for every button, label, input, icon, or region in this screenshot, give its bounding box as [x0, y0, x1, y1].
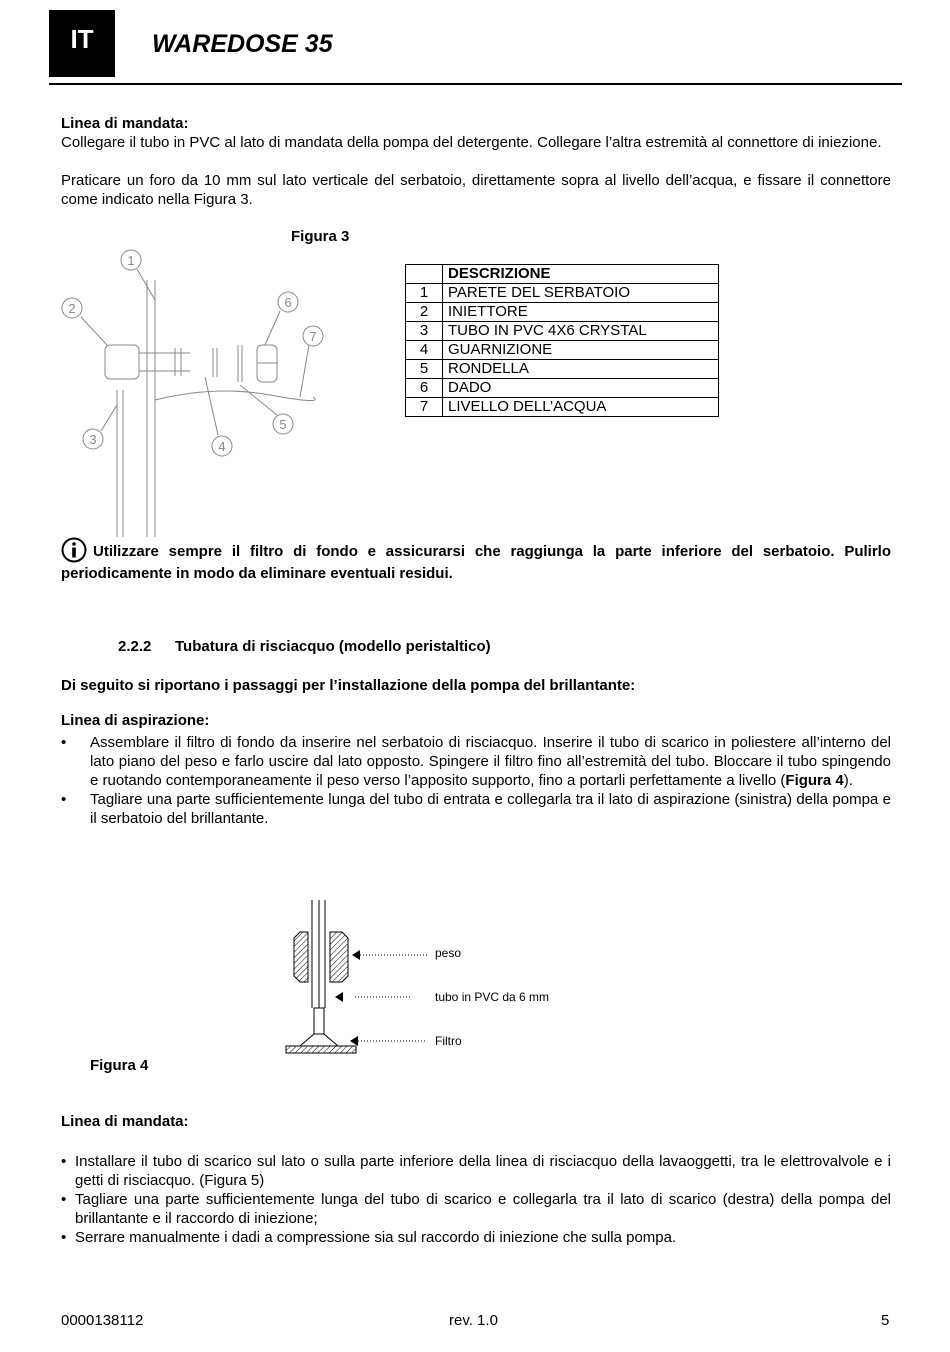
table-header-row	[406, 265, 719, 284]
aspirazione-list	[61, 733, 891, 828]
list-item: • Assemblare il filtro di fondo da inserire nel serbatoio di risciacquo. Inserire il tubo di scarico in poliestere all’interno del lato piano del peso e farlo uscire dal lato opposto. Spingere il filtro fino all’estremità del tubo. Bloccare il tubo spingendo e ruotando contemporaneamente il peso verso l’apposito supporto, fino a portarli perfettamente a livello (Figura 4).	[61, 733, 891, 790]
callout-label: 5	[279, 417, 287, 432]
callout-label: 3	[89, 432, 97, 447]
mandata-2-heading: Linea di mandata:	[61, 1113, 189, 1130]
figure-4-leader-lines	[355, 948, 430, 1048]
table-row: 2 INIETTORE	[406, 303, 719, 322]
mandata-paragraph-1: Collegare il tubo in PVC al lato di mandata della pompa del detergente. Collegare l’altra estremità al connettore di iniezione.	[61, 134, 882, 151]
figure-3-drawing	[55, 245, 330, 540]
table-row: 4 GUARNIZIONE	[406, 341, 719, 360]
footer-document-code: 0000138112	[61, 1312, 144, 1329]
table-row: 7 LIVELLO DELL’ACQUA	[406, 398, 719, 417]
footer-revision: rev. 1.0	[449, 1312, 498, 1329]
language-badge: IT	[49, 10, 115, 77]
table-row: 5 RONDELLA	[406, 360, 719, 379]
page-title: WAREDOSE 35	[152, 30, 333, 58]
callout-label: 6	[284, 295, 292, 310]
figure-4-caption: Figura 4	[90, 1057, 149, 1074]
table-row: 3 TUBO IN PVC 4X6 CRYSTAL	[406, 322, 719, 341]
callout-label: 7	[309, 329, 317, 344]
figure-4-label-tubo: tubo in PVC da 6 mm	[435, 990, 550, 1004]
table-row: 1 PARETE DEL SERBATOIO	[406, 284, 719, 303]
aspirazione-heading: Linea di aspirazione:	[61, 712, 210, 729]
table-row: 6 DADO	[406, 379, 719, 398]
filter-note: Utilizzare sempre il filtro di fondo e assicurarsi che raggiunga la parte inferiore del serbatoio. Pulirlo periodicamente in modo da eliminare eventuali residui.	[61, 543, 891, 582]
header-divider	[49, 83, 902, 85]
callout-label: 4	[218, 439, 226, 454]
list-item: • Tagliare una parte sufficientemente lunga del tubo di entrata e collegarla tra il lato di aspirazione (sinistra) della pompa e il serbatoio del brillantante.	[61, 790, 891, 828]
mandata-heading: Linea di mandata:	[61, 115, 189, 132]
callout-label: 2	[68, 301, 76, 316]
section-intro: Di seguito si riportano i passaggi per l’installazione della pompa del brillantante:	[61, 677, 636, 694]
figure-3-legend-table	[405, 264, 719, 417]
list-item: • Serrare manualmente i dadi a compressione sia sul raccordo di iniezione che sulla pompa.	[61, 1228, 891, 1247]
figure-4-label-peso: peso	[435, 946, 462, 960]
mandata-2-list	[61, 1152, 891, 1247]
list-item: • Installare il tubo di scarico sul lato o sulla parte inferiore della linea di risciacquo della lavaoggetti, tra le elettrovalvole e i getti di risciacquo. (Figura 5)	[61, 1152, 891, 1190]
figure-3-caption: Figura 3	[291, 228, 350, 245]
figure-4-label-filtro: Filtro	[435, 1034, 462, 1048]
section-number: 2.2.2	[118, 638, 152, 655]
section-title: Tubatura di risciacquo (modello peristaltico)	[175, 638, 491, 655]
mandata-paragraph-2: Praticare un foro da 10 mm sul lato verticale del serbatoio, direttamente sopra al livello dell’acqua, e fissare il connettore come indicato nella Figura 3.	[61, 172, 891, 208]
table-header-description: DESCRIZIONE	[443, 265, 719, 284]
footer-page-number: 5	[881, 1312, 890, 1329]
list-item: • Tagliare una parte sufficientemente lunga del tubo di scarico e collegarla tra il lato di scarico (destra) della pompa del brillantante e il raccordo di iniezione;	[61, 1190, 891, 1228]
figure-4-reference: Figura 4	[785, 772, 844, 789]
callout-label: 1	[127, 253, 135, 268]
